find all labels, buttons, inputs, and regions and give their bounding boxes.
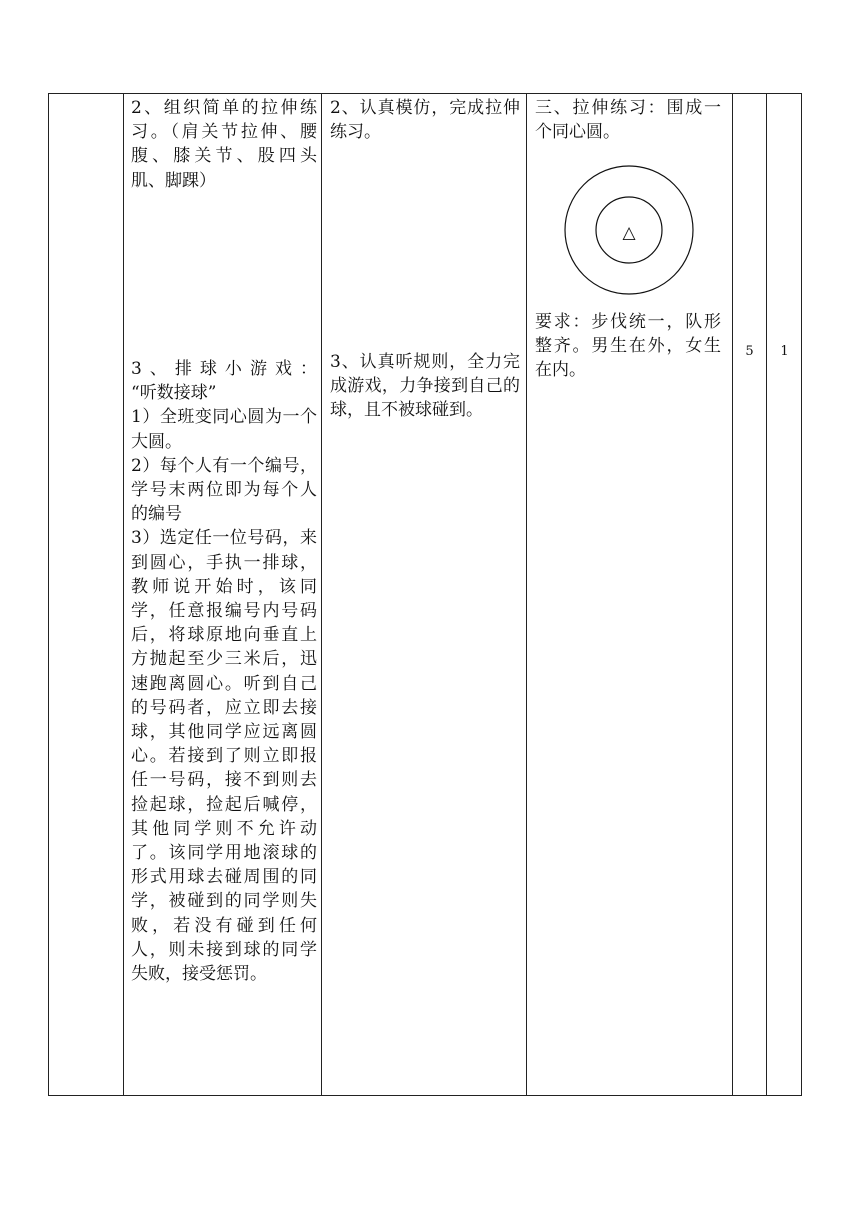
game-heading: 3、排球小游戏： <box>131 359 317 379</box>
count-value: 1 <box>780 344 789 359</box>
column-divider <box>526 93 527 1096</box>
column-divider <box>732 93 733 1096</box>
organization-game-block <box>131 357 317 986</box>
formation-title: 三、拉伸练习：围成一个同心圆。 <box>535 98 721 143</box>
game-rule-1: 1）全班变同心圆为一个大圆。 <box>131 407 317 452</box>
column-divider <box>766 93 767 1096</box>
student-game-text: 3、认真听规则，全力完成游戏，力争接到自己的球，且不被球碰到。 <box>330 352 520 421</box>
game-rule-2: 2）每个人有一个编号，学号末两位即为每个人的编号 <box>131 455 317 525</box>
formation-requirement: 要求：步伐统一，队形整齐。男生在外，女生在内。 <box>535 312 721 381</box>
organization-stretch-text: 2、组织简单的拉伸练习。（肩关节拉伸、腰腹、膝关节、股四头肌、脚踝） <box>131 98 317 191</box>
column-divider <box>321 93 322 1096</box>
teacher-triangle-icon: △ <box>622 223 636 243</box>
student-stretch-text: 2、认真模仿，完成拉伸练习。 <box>330 98 520 143</box>
column-divider <box>123 93 124 1096</box>
concentric-circle-diagram <box>562 163 696 297</box>
time-value: 5 <box>745 344 754 359</box>
game-rule-3: 3）选定任一位号码，来到圆心，手执一排球，教师说开始时，该同学，任意报编号内号码后，将球原地向垂直上方抛起至少三米后，迅速跑离圆心。听到自己的号码者，应立即去接球，其他同学应远离圆心。若接到了则立即报任一号码，接不到则去捡起球，捡起后喊停，其他同学则不允许动了。该同学用地滚球的形式用球去碰周围的同学，被碰到的同学则失败，若没有碰到任何人，则未接到球的同学失败，接受惩罚。 <box>131 528 317 985</box>
game-title: “听数接球” <box>131 383 217 404</box>
